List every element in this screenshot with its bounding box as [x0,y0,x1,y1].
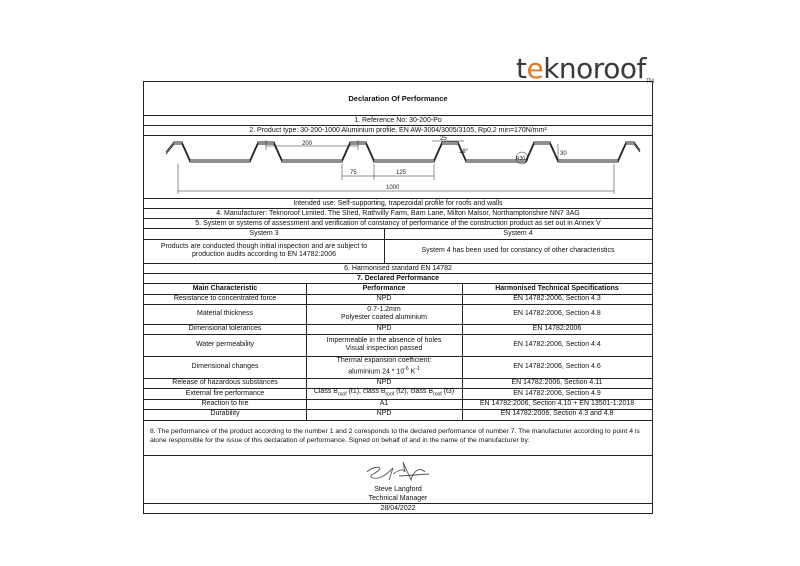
table-row-performance: NPD [376,379,392,386]
systems-heading: 5. System or systems of assessment and verification of constancy of performance of the construction product as set out in Annex V [144,219,652,229]
teknoroof-logo: teknoroofTM [516,52,654,85]
dim-30: 30 [560,151,567,157]
table-row-specification: EN 14782:2006 [532,325,582,332]
signature-date: 28/04/2022 [380,504,416,512]
table-row-specification: EN 14782:2006, Section 4.11 [511,379,603,386]
signatory-role: Technical Manager [368,494,428,502]
trapezoidal-profile-drawing [144,136,652,198]
table-row-performance: NPD [376,295,392,302]
dim-1000: 1000 [386,185,400,191]
table-row-specification: EN 14782:2006, Section 4.9 [513,389,601,397]
table-row-specification: EN 14782:2006, Section 4.8 [513,310,601,317]
table-row-performance [306,334,462,356]
table-row-specification: EN 14782:2006, Section 4.6 [513,363,601,370]
table-row-performance [306,304,462,324]
performance-line-1: Thermal expansion coefficient: [336,357,432,365]
table-row-specification: EN 14782:2006, Section 4.3 and 4.8 [500,410,614,417]
table-row-characteristic: Reaction to fire [201,400,249,407]
intended-use: Intended use: Self-supporting, trapezoidal profile for roofs and walls [144,199,652,209]
profile-drawing-row [144,136,652,199]
manufacturer-statement: 8. The performance of the product according to the number 1 and 2 coresponds to the declared performance of number 7. The manufacturer according to point 4 is alone responsible for the issue of this declaration of performance. Signed on behalf of and in the name of the manufacturer by: [150,428,640,444]
performance-line-1: 0.7-1.2mm [367,306,401,313]
table-row-performance: NPD [376,410,392,417]
harmonised-standard: 6. Harmonised standard EN 14782 [144,264,652,274]
handwritten-signature [359,458,439,484]
performance-table [144,284,652,420]
performance-line-2: aluminium $24 * 10^{-6}$ $K^{-1}$ [348,366,420,376]
signatory-name: Steve Langford [374,485,422,493]
system-4-label: System 4 [503,230,533,237]
performance-line-1: Impermeable in the absence of holes [326,337,442,344]
system-3-text: Products are conducted though initial inspection and are subject to production audits according to EN 14782:2006 [160,243,368,258]
performance-line-2: Polyester coated aluminium [341,314,427,321]
table-row-characteristic: Dimensional tolerances [188,325,262,332]
reference-number: 1. Reference No: 30-200-Po [144,116,652,126]
table-row-performance: A1 [379,400,389,407]
table-row-characteristic: External fire performance [185,389,265,397]
table-row-specification: EN 14782:2006, Section 4.4 [513,341,601,348]
declared-performance-heading: 7. Declared Performance [144,274,652,284]
dim-angle: 18° [459,149,469,155]
table-row-characteristic: Water permeability [195,341,255,348]
product-type: 2. Product type: 30-200-1000 Aluminium profile, EN AW-3004/3005/3105, Rp0.2 min=170N/mm² [144,126,652,136]
header-specifications: Harmonised Technical Specifications [495,285,619,292]
table-row-characteristic: Material thickness [196,310,254,317]
dim-200: 200 [302,141,313,147]
dim-r30: R30 [516,156,526,162]
table-row-specification: EN 14782:2006, Section 4.10 + EN 13501-1:2018 [479,400,635,407]
manufacturer: 4. Manufacturer: Teknoroof Limited. The Shed, Rathvilly Farm, Barn Lane, Milton Malsor, Northamptonshire NN7 3AG [144,209,652,219]
table-row-characteristic: Dimensional changes [191,363,259,370]
dim-125: 125 [396,170,407,176]
performance-line-2: Visual inspection passed [345,345,423,352]
table-row-performance: NPD [376,325,392,332]
table-row-performance [306,356,462,378]
table-row-characteristic: Release of hazardous substances [172,379,278,386]
table-row-performance: Class $B_{roof}$ (t1), class $B_{roof}$ (t2), class $B_{roof}$ (t3) [313,388,455,398]
header-characteristic: Main Characteristic [192,285,258,292]
table-row-characteristic: Durability [210,410,240,417]
header-performance: Performance [362,285,406,292]
dim-25: 25 [440,136,447,142]
declaration-document [143,81,653,514]
table-row-characteristic: Resistance to concentrated force [173,295,277,302]
table-row-specification: EN 14782:2006, Section 4.3 [513,295,601,302]
document-title: Declaration Of Performance [144,82,652,116]
system-3-label: System 3 [249,230,279,237]
system-4-text: System 4 has been used for constancy of other characteristics [421,247,615,254]
dim-75: 75 [350,170,357,176]
